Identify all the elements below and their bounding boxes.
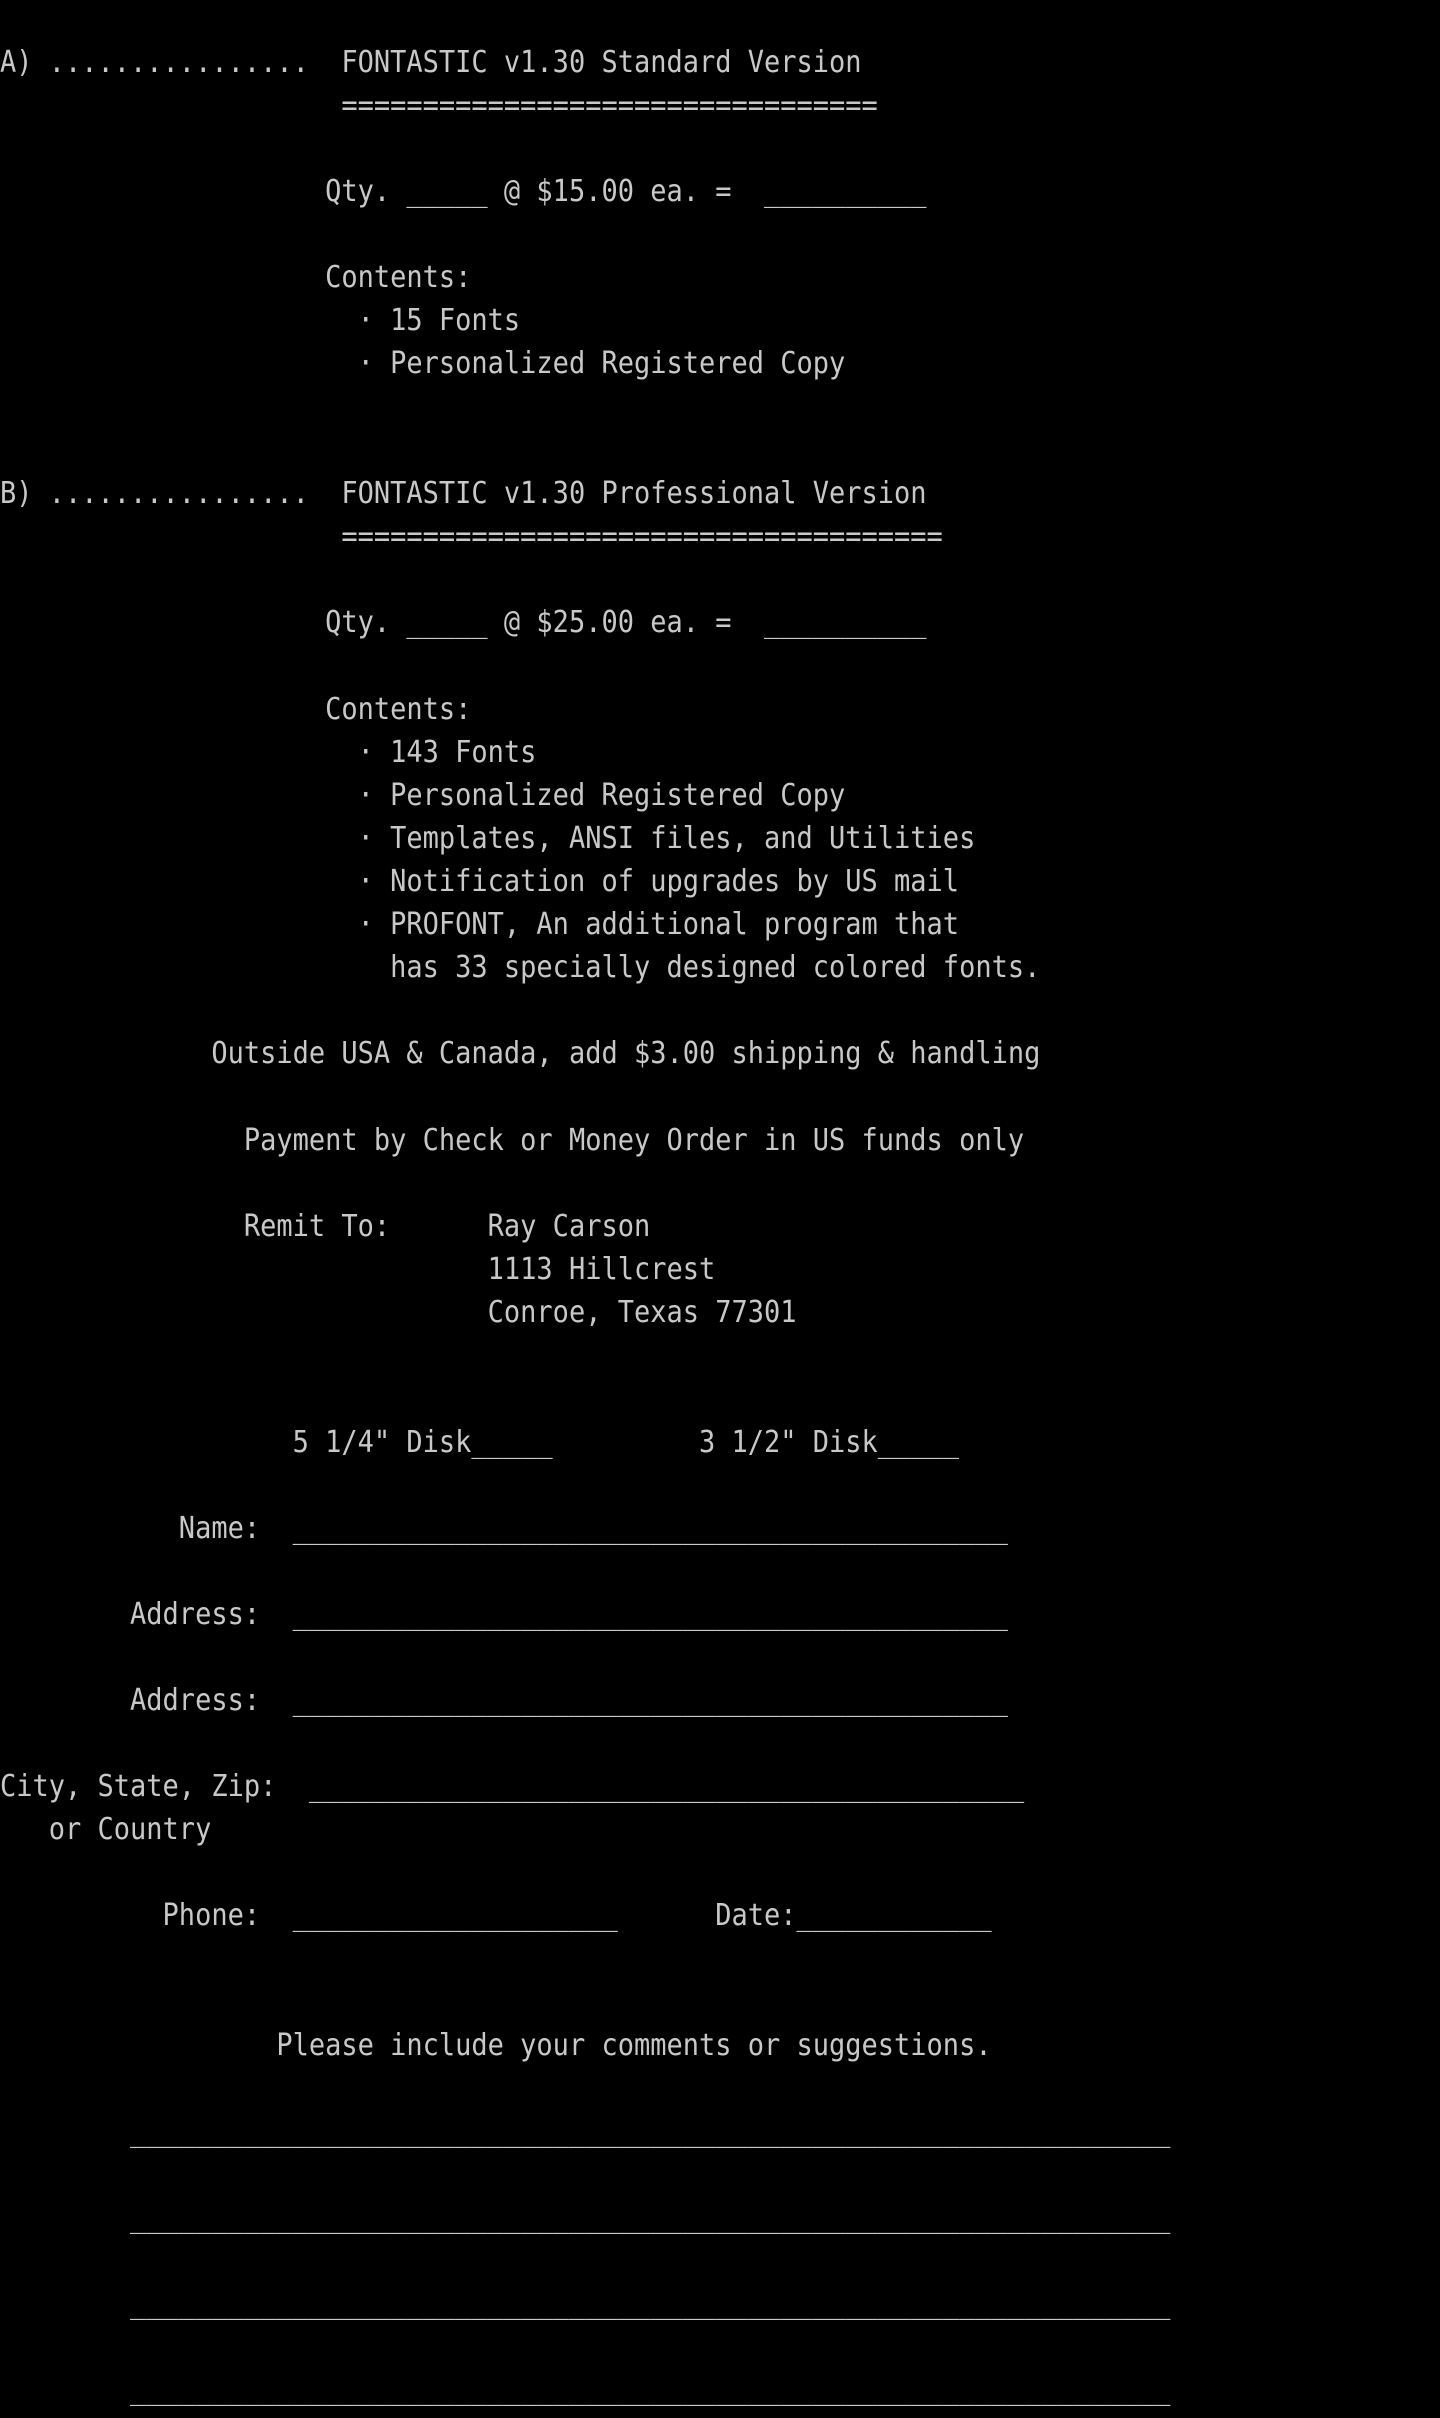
comment-line: ________________________________________________________________ xyxy=(0,2200,1171,2235)
remit-city-line: Conroe, Texas 77301 xyxy=(0,1295,797,1330)
professional-contents-item: · Templates, ANSI files, and Utilities xyxy=(0,821,976,856)
comment-line: ________________________________________________________________ xyxy=(0,2286,1171,2321)
professional-contents-item: · Notification of upgrades by US mail xyxy=(0,864,960,899)
name-field-line: Name: ____________________________________________ xyxy=(0,1511,1008,1546)
professional-contents-heading: Contents: xyxy=(0,692,472,727)
phone-date-field-line: Phone: ____________________ Date:____________ xyxy=(0,1898,992,1933)
professional-title-line: B) ................ FONTASTIC v1.30 Professional Version xyxy=(0,476,927,511)
professional-contents-item: · 143 Fonts xyxy=(0,735,537,770)
or-country-label: or Country xyxy=(0,1812,212,1847)
standard-title-underline: ================================= xyxy=(0,88,878,123)
professional-contents-item: has 33 specially designed colored fonts. xyxy=(0,950,1041,985)
remit-to-line: Remit To: Ray Carson xyxy=(0,1209,651,1244)
remit-address-line: 1113 Hillcrest xyxy=(0,1252,716,1287)
standard-contents-item: · 15 Fonts xyxy=(0,303,521,338)
standard-qty-line: Qty. _____ @ $15.00 ea. = __________ xyxy=(0,174,927,209)
standard-contents-heading: Contents: xyxy=(0,260,472,295)
disk-size-line: 5 1/4" Disk_____ 3 1/2" Disk_____ xyxy=(0,1425,960,1460)
comments-prompt: Please include your comments or suggestions. xyxy=(0,2028,992,2063)
address-field-line: Address: ____________________________________________ xyxy=(0,1597,1008,1632)
professional-contents-item: · PROFONT, An additional program that xyxy=(0,907,960,942)
shipping-note: Outside USA & Canada, add $3.00 shipping & handling xyxy=(0,1036,1041,1071)
comment-line: ________________________________________________________________ xyxy=(0,2114,1171,2149)
payment-note: Payment by Check or Money Order in US funds only xyxy=(0,1123,1025,1158)
standard-title-line: A) ................ FONTASTIC v1.30 Standard Version xyxy=(0,45,862,80)
professional-title-underline: ===================================== xyxy=(0,519,943,554)
professional-contents-item: · Personalized Registered Copy xyxy=(0,778,846,813)
comment-line: ________________________________________________________________ xyxy=(0,2372,1171,2407)
standard-contents-item: · Personalized Registered Copy xyxy=(0,346,846,381)
address-field-line: Address: ____________________________________________ xyxy=(0,1683,1008,1718)
city-state-zip-field-line: City, State, Zip: ____________________________________________ xyxy=(0,1769,1025,1804)
professional-qty-line: Qty. _____ @ $25.00 ea. = __________ xyxy=(0,605,927,640)
